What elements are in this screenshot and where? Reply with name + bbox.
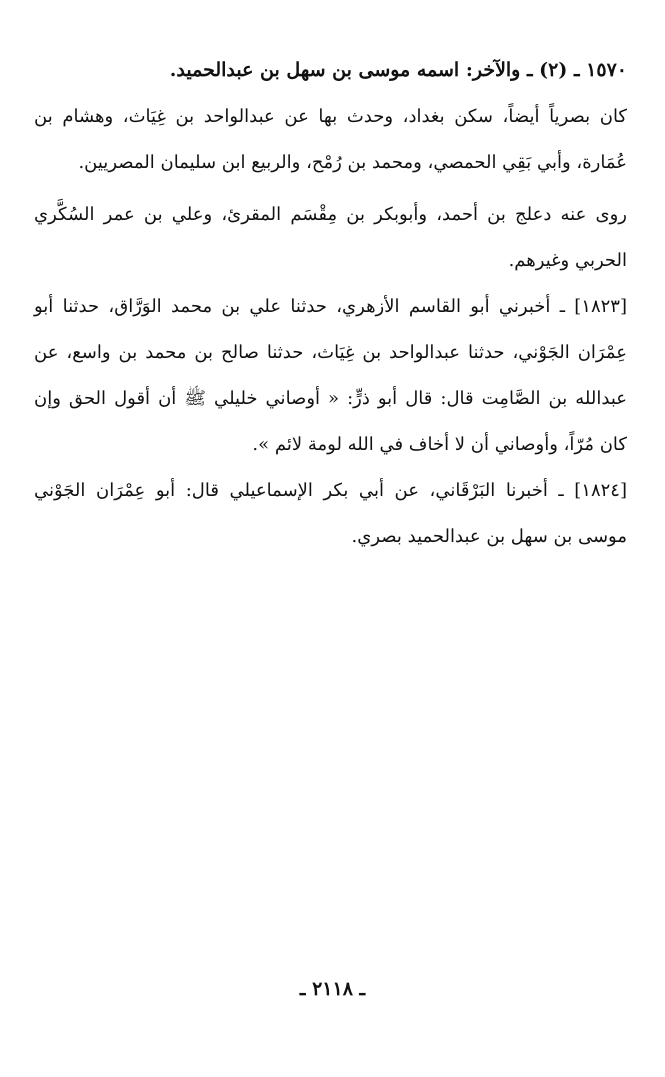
biography-paragraph: كان بصرياً أيضاً، سكن بغداد، وحدث بها عن عبدالواحد بن غِيَاث، وهشام بن عُمَارة، وأبي بَقِي الحمصي، ومحمد بن رُمْح، والربيع ابن سليمان المصريين.: [34, 106, 627, 173]
narrators-paragraph: روى عنه دعلج بن أحمد، وأبوبكر بن مِقْسَم المقرئ، وعلي بن عمر السُكَّري الحربي وغيرهم.: [34, 204, 627, 271]
page-body: [34, 46, 627, 560]
hadith-1823-paragraph: [١٨٢٣] ـ أخبرني أبو القاسم الأزهري، حدثنا علي بن محمد الوَرَّاق، حدثنا أبو عِمْرَان الجَوْني، حدثنا عبدالواحد بن غِيَاث، حدثنا صالح بن محمد بن واسع، عن عبدالله بن الصَّامِت قال: قال أبو ذرٍّ: « أوصاني خليلي ﷺ أن أقول الحق وإن كان مُرّاً، وأوصاني أن لا أخاف في الله لومة لائم ».: [34, 296, 627, 455]
page-number: ـ ٢١١٨ ـ: [299, 978, 366, 1000]
hadith-1824-paragraph: [١٨٢٤] ـ أخبرنا البَرْقَاني، عن أبي بكر الإسماعيلي قال: أبو عِمْرَان الجَوْني موسى بن سهل بن عبدالحميد بصري.: [34, 480, 627, 547]
entry-heading: ١٥٧٠ ـ (٢) ـ والآخر: اسمه موسى بن سهل بن عبدالحميد.: [169, 59, 627, 81]
